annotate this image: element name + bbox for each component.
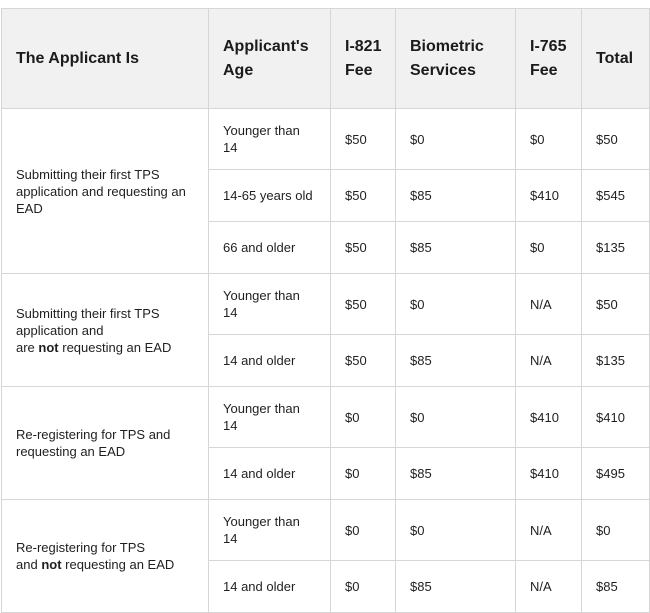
i765-fee-cell: $410 <box>516 170 582 222</box>
biometric-fee-cell: $0 <box>396 274 516 335</box>
table-body <box>2 109 650 613</box>
age-cell: 14 and older <box>209 561 331 613</box>
applicant-group-cell <box>2 500 209 613</box>
group-label: requesting an EAD <box>61 557 175 572</box>
group-label: and <box>16 557 42 572</box>
header-applicant-is: The Applicant Is <box>2 9 209 109</box>
i821-fee-cell: $0 <box>331 387 396 448</box>
group-label-emphasis: not <box>38 339 59 355</box>
biometric-fee-cell: $0 <box>396 387 516 448</box>
total-cell: $135 <box>582 335 650 387</box>
biometric-fee-cell: $85 <box>396 335 516 387</box>
group-label: Submitting their first TPS application and <box>16 305 160 338</box>
header-i765-fee: I-765 Fee <box>516 9 582 109</box>
total-cell: $410 <box>582 387 650 448</box>
applicant-group-cell <box>2 274 209 387</box>
i765-fee-cell: $0 <box>516 109 582 170</box>
group-label: Re-registering for TPS and requesting an EAD <box>16 427 171 459</box>
age-cell: 66 and older <box>209 222 331 274</box>
i821-fee-cell: $0 <box>331 448 396 500</box>
header-total: Total <box>582 9 650 109</box>
total-cell: $50 <box>582 274 650 335</box>
table-header <box>2 9 650 109</box>
i821-fee-cell: $50 <box>331 335 396 387</box>
i821-fee-cell: $50 <box>331 170 396 222</box>
i765-fee-cell: $410 <box>516 387 582 448</box>
applicant-group-cell <box>2 109 209 274</box>
group-label: are <box>16 339 39 355</box>
biometric-fee-cell: $0 <box>396 500 516 561</box>
i765-fee-cell: N/A <box>516 335 582 387</box>
total-cell: $85 <box>582 561 650 613</box>
header-applicant-age: Applicant's Age <box>209 9 331 109</box>
i821-fee-cell: $0 <box>331 500 396 561</box>
biometric-fee-cell: $85 <box>396 222 516 274</box>
group-label: Re-registering for TPS <box>16 540 146 555</box>
tps-fee-table <box>1 8 650 613</box>
i765-fee-cell: N/A <box>516 274 582 335</box>
table-row <box>2 274 650 335</box>
biometric-fee-cell: $85 <box>396 170 516 222</box>
age-cell: 14 and older <box>209 335 331 387</box>
group-label: requesting an EAD <box>58 339 172 355</box>
header-row <box>2 9 650 109</box>
age-cell: Younger than 14 <box>209 109 331 170</box>
total-cell: $0 <box>582 500 650 561</box>
i821-fee-cell: $50 <box>331 222 396 274</box>
total-cell: $135 <box>582 222 650 274</box>
i765-fee-cell: N/A <box>516 500 582 561</box>
i765-fee-cell: N/A <box>516 561 582 613</box>
total-cell: $545 <box>582 170 650 222</box>
age-cell: Younger than 14 <box>209 500 331 561</box>
biometric-fee-cell: $85 <box>396 561 516 613</box>
table-row <box>2 500 650 561</box>
biometric-fee-cell: $85 <box>396 448 516 500</box>
i821-fee-cell: $50 <box>331 109 396 170</box>
table-row <box>2 109 650 170</box>
i821-fee-cell: $0 <box>331 561 396 613</box>
header-i821-fee: I-821 Fee <box>331 9 396 109</box>
biometric-fee-cell: $0 <box>396 109 516 170</box>
i821-fee-cell: $50 <box>331 274 396 335</box>
age-cell: Younger than 14 <box>209 274 331 335</box>
group-label-emphasis: not <box>41 557 62 572</box>
total-cell: $495 <box>582 448 650 500</box>
i765-fee-cell: $0 <box>516 222 582 274</box>
age-cell: 14 and older <box>209 448 331 500</box>
applicant-group-cell <box>2 387 209 500</box>
table-row <box>2 387 650 448</box>
group-label: Submitting their first TPS application and requesting an EAD <box>16 166 186 216</box>
age-cell: Younger than 14 <box>209 387 331 448</box>
total-cell: $50 <box>582 109 650 170</box>
age-cell: 14-65 years old <box>209 170 331 222</box>
header-biometric-services: Biometric Services <box>396 9 516 109</box>
i765-fee-cell: $410 <box>516 448 582 500</box>
